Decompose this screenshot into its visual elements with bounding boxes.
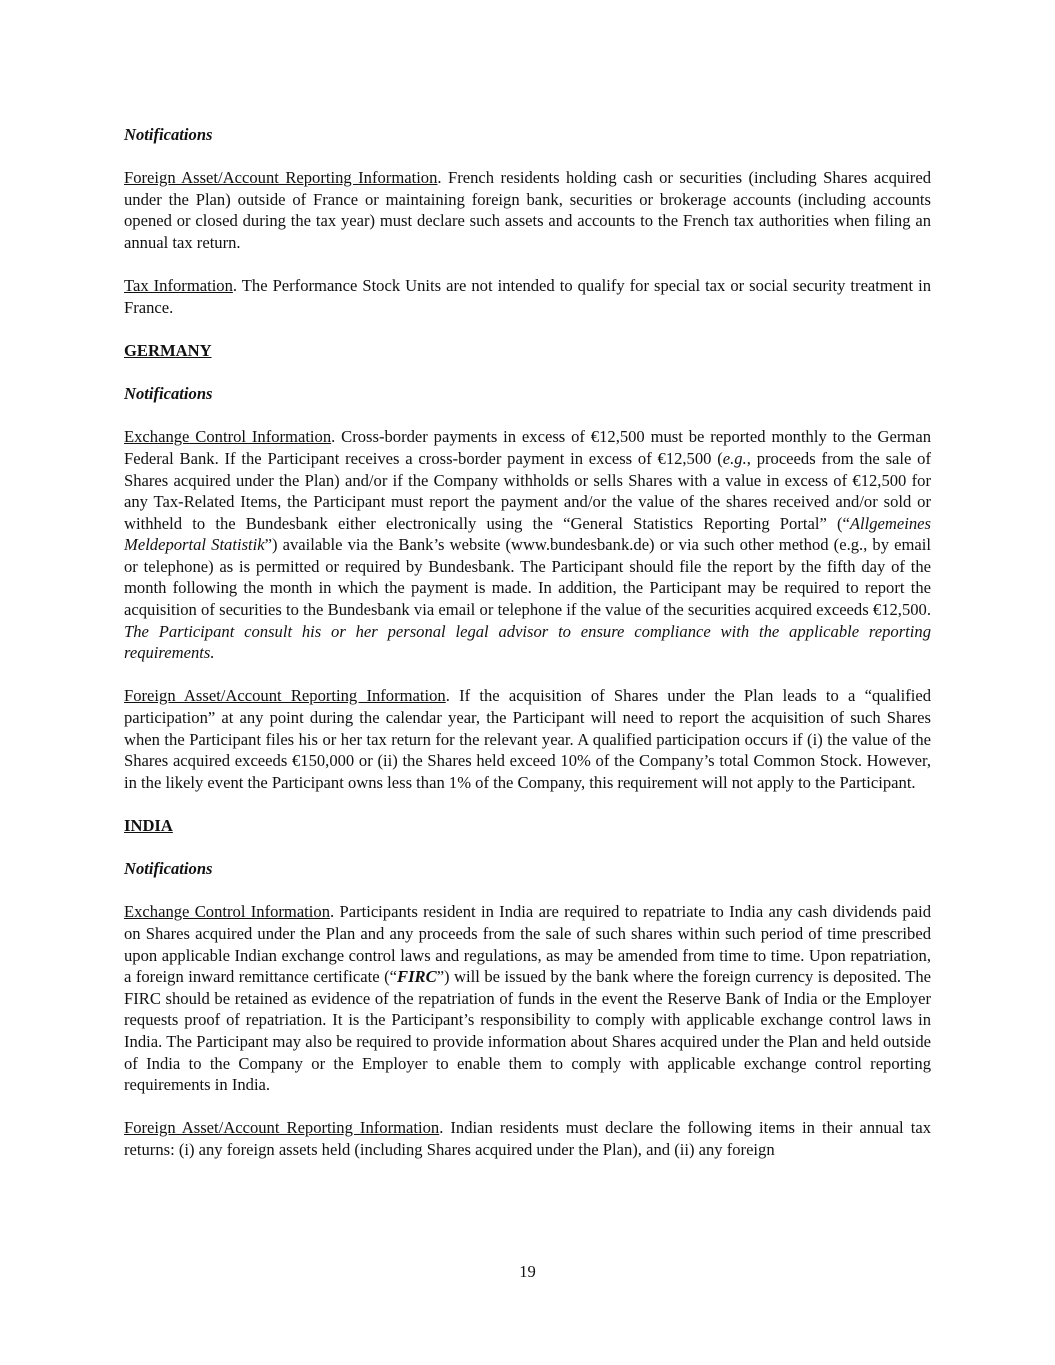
- france-tax-info-label: Tax Information: [124, 276, 233, 296]
- france-notifications-heading: Notifications: [124, 125, 213, 144]
- germany-eg-text: e.g.: [722, 448, 747, 468]
- germany-advisor-note: The Participant consult his or her personal legal advisor to ensure compliance with the applicable reporting requirements.: [124, 621, 931, 663]
- germany-notifications-heading: Notifications: [124, 384, 213, 404]
- india-foreign-asset-label: Foreign Asset/Account Reporting Information: [124, 1118, 440, 1138]
- france-foreign-asset-text: . French residents holding cash or securities (including Shares acquired under the Plan) outside of France or maintaining foreign bank, securities or brokerage accounts (including accounts opened or closed during the tax year) must declare such assets and accounts to the French tax authorities when filing an annual tax return.: [124, 168, 931, 252]
- india-firc-term: FIRC: [397, 967, 437, 987]
- germany-exchange-control-text-3: ”) available via the Bank’s website (www.bundesbank.de) or via such other method (e.g., by email or telephone) as is permitted or required by Bundesbank. The Participant should file the report by the fifth day of the month following the month in which the payment is made. In addition, the Participant may be required to report the acquisition of securities to the Bundesbank via email or telephone if the value of the securities acquired exceeds €12,500.: [124, 535, 931, 620]
- germany-exchange-control-text-1: . Cross-border payments in excess of €12,500 must be reported monthly to the German Federal Bank. If the Participant receives a cross-border payment in excess of €12,500 (: [124, 427, 932, 468]
- india-exchange-control-paragraph: [124, 901, 931, 1095]
- germany-exchange-control-text-2: , proceeds from the sale of Shares acquired under the Plan) and/or if the Company withholds or sells Shares with a value in excess of €12,500 for any Tax-Related Items, the Participant must report the payment and/or the value of the shares received and/or sold or withheld to the Bundesbank either electronically using the “General Statistics Reporting Portal” (“: [124, 448, 931, 533]
- france-foreign-asset-label: Foreign Asset/Account Reporting Information: [124, 168, 438, 188]
- germany-exchange-control-label: Exchange Control Information: [124, 427, 332, 447]
- india-exchange-control-text-1: . Participants resident in India are required to repatriate to India any cash dividends paid on Shares acquired under the Plan and any proceeds from the sale of such shares within such period of time prescribed upon applicable Indian exchange control laws and regulations, as may be amended from time to time. Upon repatriation, a foreign inward remittance certificate (“: [124, 902, 931, 987]
- india-foreign-asset-paragraph: [124, 1117, 931, 1160]
- germany-heading: GERMANY: [124, 340, 212, 360]
- india-foreign-asset-text: . Indian residents must declare the following items in their annual tax returns: (i) any foreign assets held (including Shares acquired under the Plan), and (ii) any foreign: [124, 1118, 931, 1159]
- page-number: 19: [519, 1262, 536, 1281]
- germany-exchange-control-paragraph: [124, 426, 931, 664]
- france-tax-info-text: . The Performance Stock Units are not intended to qualify for special tax or social security treatment in France.: [124, 276, 931, 317]
- india-notifications-heading: Notifications: [124, 859, 213, 879]
- germany-foreign-asset-paragraph: [124, 685, 931, 793]
- india-exchange-control-label: Exchange Control Information: [124, 902, 331, 922]
- germany-portal-name: Allgemeines Meldeportal Statistik: [124, 513, 931, 555]
- germany-foreign-asset-text: . If the acquisition of Shares under the Plan leads to a “qualified participation” at any point during the calendar year, the Participant will need to report the acquisition of such Shares when the Participant files his or her tax return for the relevant year. A qualified participation occurs if (i) the value of the Shares acquired exceeds €150,000 or (ii) the Shares held exceed 10% of the Company’s total Common Stock. However, in the likely event the Participant owns less than 1% of the Company, this requirement will not apply to the Participant.: [124, 686, 931, 792]
- india-heading: INDIA: [124, 816, 173, 835]
- france-foreign-asset-paragraph: [124, 167, 931, 253]
- document-page: [124, 124, 931, 1161]
- germany-foreign-asset-label: Foreign Asset/Account Reporting Information: [124, 686, 446, 706]
- france-tax-info-paragraph: [124, 275, 931, 318]
- india-exchange-control-text-2: ”) will be issued by the bank where the foreign currency is deposited. The FIRC should be retained as evidence of the repatriation of funds in the event the Reserve Bank of India or the Employer requests proof of repatriation. It is the Participant’s responsibility to comply with applicable exchange control laws in India. The Participant may also be required to provide information about Shares acquired under the Plan and held outside of India to the Company or the Employer to enable them to comply with applicable exchange control reporting requirements in India.: [124, 967, 931, 1095]
